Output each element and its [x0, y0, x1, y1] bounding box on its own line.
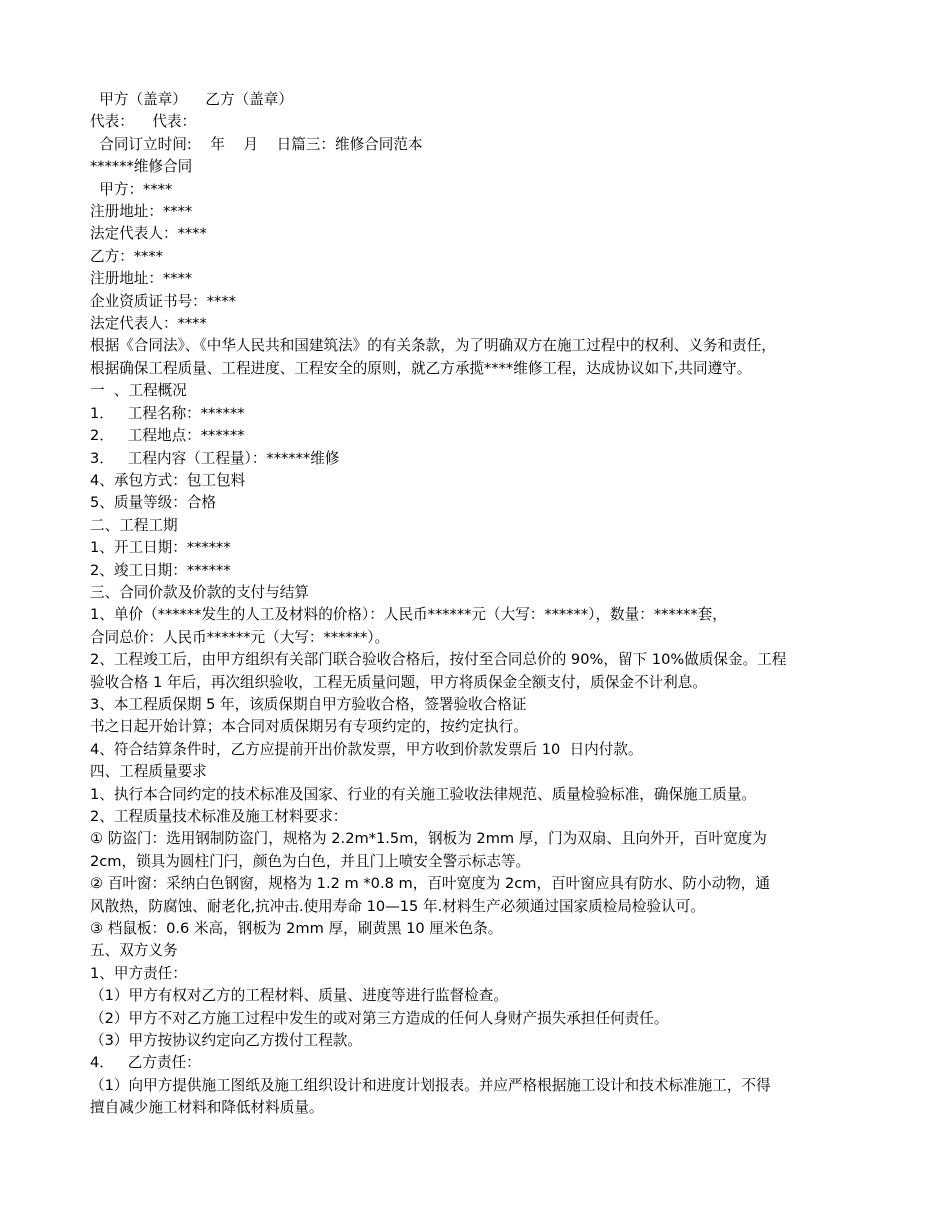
party-b-certificate: 企业资质证书号：**** — [90, 292, 236, 310]
spec-louver-window-line-2: 风散热，防腐蚀、耐老化,抗冲击.使用寿命 10—15 年.材料生产必须通过国家质检局检验认可。 — [90, 897, 705, 915]
party-b-duty-1-line-1: （1）向甲方提供施工图纸及施工组织设计和进度计划报表。并应严格根据施工设计和技术标准施工，不得 — [90, 1076, 771, 1094]
section-heading-obligations: 五、双方义务 — [90, 942, 178, 960]
section-heading-schedule: 二、工程工期 — [90, 516, 178, 534]
party-a-duty-1: （1）甲方有权对乙方的工程材料、质量、进度等进行监督检查。 — [90, 987, 508, 1005]
overview-item-contract-mode: 4、承包方式：包工包料 — [90, 471, 246, 489]
quality-clause-1: 1、执行本合同约定的技术标准及国家、行业的有关施工验收法律规范、质量检验标准，确保施工质量。 — [90, 785, 757, 803]
payment-clause-2-line-2: 验收合格 1 年后，再次组织验收，工程无质量问题，甲方将质保金全额支付，质保金不计利息。 — [90, 673, 707, 691]
party-a-duty-3: （3）甲方按协议约定向乙方拨付工程款。 — [90, 1032, 362, 1050]
contract-date-line: 合同订立时间: 年 月 日篇三：维修合同范本 — [90, 135, 423, 153]
section-heading-quality: 四、工程质量要求 — [90, 763, 207, 781]
signature-line-seals: 甲方（盖章） 乙方（盖章） — [90, 91, 293, 108]
party-a-address: 注册地址：**** — [90, 203, 193, 221]
spec-security-door-line-2: 2cm，锁具为圆柱门闩，颜色为白色，并且门上喷安全警示标志等。 — [90, 852, 531, 870]
party-b-legal-rep: 法定代表人：**** — [90, 315, 207, 333]
party-a-duty-2: （2）甲方不对乙方施工过程中发生的或对第三方造成的任何人身财产损失承担任何责任。 — [90, 1009, 669, 1027]
party-b-duty-1-line-2: 擅自减少施工材料和降低材料质量。 — [90, 1099, 324, 1117]
party-a-legal-rep: 法定代表人：**** — [90, 225, 207, 243]
party-a-name: 甲方：**** — [90, 180, 173, 198]
schedule-start-date: 1、开工日期：****** — [90, 539, 231, 557]
signature-line-representatives: 代表： 代表： — [90, 113, 197, 131]
overview-item-quality-grade: 5、质量等级：合格 — [90, 494, 217, 512]
overview-item-location: 2． 工程地点：****** — [90, 427, 245, 445]
contract-title: ******维修合同 — [90, 158, 193, 176]
contract-document — [90, 89, 880, 1120]
preamble-line-1: 根据《合同法》、《中华人民共和国建筑法》的有关条款，为了明确双方在施工过程中的权利、义务和责任， — [90, 337, 776, 355]
spec-security-door-line-1: ① 防盗门：选用钢制防盗门，规格为 2.2m*1.5m，钢板为 2mm 厚，门为双扇、且向外开，百叶宽度为 — [90, 830, 767, 848]
quality-clause-2: 2、工程质量技术标准及施工材料要求： — [90, 808, 348, 825]
section-heading-payment: 三、合同价款及价款的支付与结算 — [90, 583, 309, 601]
section-heading-overview: 一 、工程概况 — [90, 382, 187, 400]
preamble-line-2: 根据确保工程质量、工程进度、工程安全的原则，就乙方承揽****维修工程，达成协议如下,共同遵守。 — [90, 359, 752, 377]
party-b-name: 乙方：**** — [90, 247, 163, 265]
payment-total-price: 合同总价：人民币******元（大写：******）。 — [90, 628, 390, 646]
overview-item-content: 3． 工程内容（工程量）：******维修 — [90, 449, 340, 467]
spec-louver-window-line-1: ② 百叶窗：采纳白色钢窗，规格为 1.2 m *0.8 m，百叶宽度为 2cm，百叶窗应具有防水、防小动物，通 — [90, 875, 770, 893]
party-b-duties-heading: 4． 乙方责任： — [90, 1054, 201, 1072]
party-a-duties-heading: 1、甲方责任： — [90, 964, 187, 982]
payment-clause-4: 4、符合结算条件时，乙方应提前开出价款发票，甲方收到价款发票后 10 日内付款。 — [90, 740, 643, 758]
schedule-completion-date: 2、竣工日期：****** — [90, 561, 231, 579]
overview-item-name: 1． 工程名称：****** — [90, 404, 245, 422]
party-b-address: 注册地址：**** — [90, 270, 193, 288]
payment-unit-price: 1、单价（******发生的人工及材料的价格）：人民币******元（大写：******），数量：******套， — [90, 606, 727, 624]
payment-clause-3-line-2: 书之日起开始计算；本合同对质保期另有专项约定的，按约定执行。 — [90, 718, 528, 736]
spec-rodent-board: ③ 档鼠板：0.6 米高，钢板为 2mm 厚，刷黄黑 10 厘米色条。 — [90, 920, 503, 938]
payment-clause-3-line-1: 3、本工程质保期 5 年，该质保期自甲方验收合格，签署验收合格证 — [90, 695, 527, 713]
payment-clause-2-line-1: 2、工程竣工后，由甲方组织有关部门联合验收合格后，按付至合同总价的 90%，留下 10%做质保金。工程 — [90, 651, 787, 669]
